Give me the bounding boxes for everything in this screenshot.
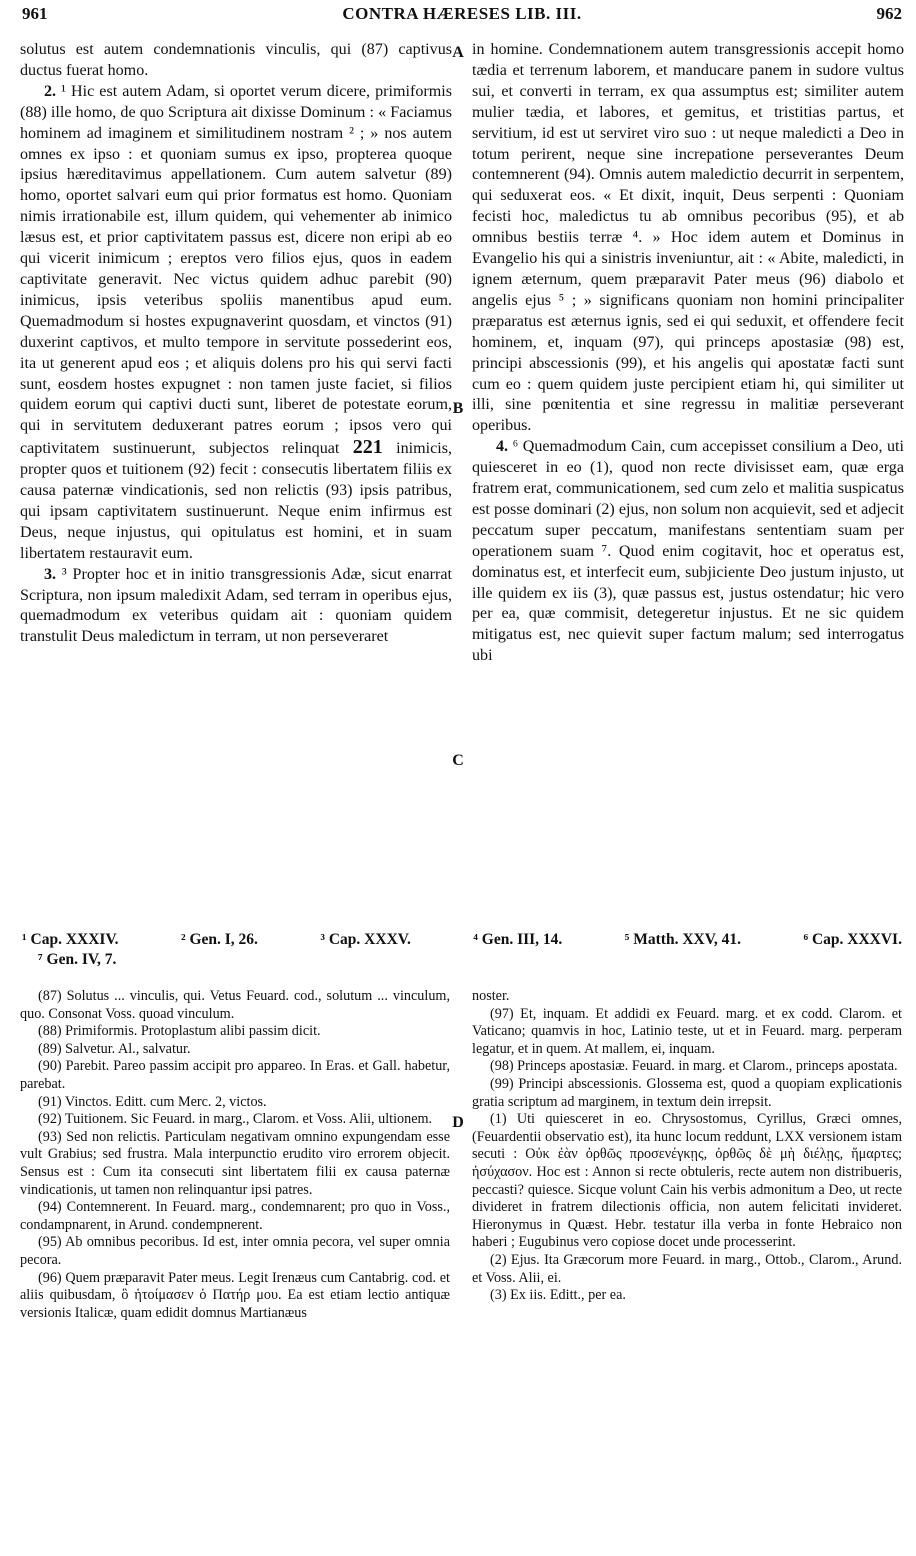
footnote: (99) Principi abscessionis. Glossema est, quod a quopiam explicationis gratia scriptum ad marginem, in textum dein irrepsit. bbox=[472, 1075, 902, 1110]
margin-marker-b: B bbox=[452, 400, 464, 417]
reference: ¹ Cap. XXXIV. bbox=[22, 931, 119, 948]
page-number-left: 961 bbox=[22, 4, 48, 23]
footnote: (92) Tuitionem. Sic Feuard. in marg., Clarom. et Voss. Alii, ultionem. bbox=[38, 1111, 433, 1128]
paragraph bbox=[20, 565, 452, 649]
footnote: (95) Ab omnibus pecoribus. Id est, inter omnia pecora, vel super omnia pecora. bbox=[20, 1234, 450, 1268]
main-text-right-column bbox=[472, 40, 904, 667]
footnote: (94) Contemnerent. In Feuard. marg., condemnarent; pro quo in Voss., condampnarent, in Arund. condempnerent. bbox=[20, 1199, 450, 1233]
footnote-continuation: noster. bbox=[472, 988, 510, 1004]
footnote: (1) Uti quiesceret in eo. Chrysostomus, Cyrillus, Græci omnes, (Feuardentii observatio est), ita hunc locum reddunt, LXX versionem istam secuti : Οὐκ ἐὰν ὀρθῶς προσενέγκῃς, ὀρθῶς δὲ μὴ διέλῃς, ἥμαρτες; ἡσύχασον. Hoc est : Annon si recte obtuleris, recte autem non distribueris, peccasti? quiesce. Sicque volunt Cain his verbis admonitum a Deo, ut recte divideret in fratrem dilectionis officia, non autem felicitati invideret. Hieronymus in Quæst. Hebr. testatur illa verba in fonte Hebraico non haberi ; Eugubinus vero copiose docet unde processerint. bbox=[472, 1111, 902, 1251]
footnotes-left-column bbox=[20, 988, 450, 1322]
footnote: (93) Sed non relictis. Particulam negativam omnino expungendam esse vult Grabius; sed frustra. Mala interpunctio erudito viro errorem objecit. Sensus est : Cum ita consecuti sint libertatem filii ex causa paternæ vindicationis, ut tamen non relinquantur ipsi patres. bbox=[20, 1128, 450, 1198]
footnote: (2) Ejus. Ita Græcorum more Feuard. in marg., Ottob., Clarom., Arund. et Voss. Alii, ei. bbox=[472, 1251, 902, 1286]
section-number: 3. bbox=[44, 565, 57, 583]
footnote: (97) Et, inquam. Et addidi ex Feuard. marg. et ex codd. Clarom. et Vaticano; quamvis in hoc, Latinio teste, ut et in Feuard. marg. perperam legatur, et in quem. At mallem, ei, inquam. bbox=[472, 1005, 902, 1057]
main-text-left-column bbox=[20, 40, 452, 648]
paragraph-text: ⁶ Quemadmodum Cain, cum accepisset consilium a Deo, uti quiesceret in eo (1), quod non recte divisisset eam, quæ erga fratrem erat, communicationem, sed cum zelo et malitia suspicatus est posse dominari (2) ejus, non solum non acquievit, sed et adjecit peccatum super peccatum, manifestans sententiam suam per operationem suam ⁷. Quod enim cogitavit, hoc et operatus est, dominatus est, et interfecit eum, subjiciente Deo justum injusto, ut ille quidem ex iis (3), quæ passus est, justus ostendatur; hic vero per ea, quæ commisit, detegeretur injustus. Et ne sic quidem mitigatus est, nec quievit super factum malum; sed interrogatus ubi bbox=[472, 438, 904, 665]
paragraph bbox=[472, 437, 904, 667]
footnote: (90) Parebit. Pareo passim accipit pro appareo. In Eras. et Gall. habetur, parebat. bbox=[20, 1058, 450, 1092]
section-number: 2. bbox=[44, 82, 57, 100]
page-number-right: 962 bbox=[876, 4, 902, 23]
reference: ³ Cap. XXXV. bbox=[320, 931, 411, 948]
running-title: CONTRA HÆRESES LIB. III. bbox=[342, 4, 582, 23]
footnote: (3) Ex iis. Editt., per ea. bbox=[490, 1287, 626, 1304]
footnote: (87) Solutus ... vinculis, qui. Vetus Feuard. cod., solutum ... vinculum, quo. Consonat Voss. quoad vinculum. bbox=[20, 988, 450, 1022]
footnote: (89) Salvetur. Al., salvatur. bbox=[38, 1040, 191, 1057]
paragraph-text: ¹ Hic est autem Adam, si oportet verum dicere, primiformis (88) ille homo, de quo Scriptura ait dixisse Dominum : « Faciamus hominem ad imaginem et similitudinem nostram ² ; » nos autem omnes ex ipso : et quoniam sumus ex ipso, propterea quoque ipsius hæreditavimus appellationem. Cum autem salvetur (89) homo, oportet salvari eum qui prior formatus est homo. Quoniam nimis irrationabile est, illum quidem, qui vehementer ab inimico læsus est, et prior captivitatem passus est, dicere non eripi ab eo qui vicerit inimicum ; ereptos vero filios ejus, quos in eadem captivitate generavit. Nec victus quidem adhuc parebit (90) inimicus, ipsis veteribus spoliis manentibus apud eum. Quemadmodum si hostes expugnaverint quosdam, et vinctos (91) duxerint captivos, et multo tempore in servitute possederint eos, ita ut generent apud eos ; et aliquis dolens pro his qui servi facti sunt, eosdem hostes expugnet : non tamen juste faciet, si filios quidem eorum qui captivi ducti sunt, liberet de potestate eorum, qui in servitutem deduxerant patres eorum ; ipsos vero qui captivitatem sustinuerunt, subjectos relinquat bbox=[20, 82, 452, 458]
column-number: 221 bbox=[352, 436, 383, 459]
paragraph-text: ³ Propter hoc et in initio transgressionis Adæ, sicut enarrat Scriptura, non ipsum maledixit Adam, sed terram in operibus ejus, quemadmodum ex veteribus quidam ait : quoniam quidem transtulit Deus maledictum in terram, ut non perseveraret bbox=[20, 565, 452, 646]
running-header bbox=[22, 4, 902, 30]
footnote: (96) Quem præparavit Pater meus. Legit Irenæus cum Cantabrig. cod. et aliis quibusdam, ὃ ἡτοίμασεν ὁ Πατήρ μου. Ea est etiam lectio antiquæ versionis Italicæ, quam edidit domnus Martianæus bbox=[20, 1269, 450, 1321]
footnote: (98) Princeps apostasiæ. Feuard. in marg. et Clarom., princeps apostata. bbox=[490, 1058, 898, 1075]
section-number: 4. bbox=[496, 438, 509, 456]
margin-marker-d: D bbox=[452, 1114, 464, 1131]
paragraph bbox=[20, 82, 452, 565]
footnote: (88) Primiformis. Protoplastum alibi passim dicit. bbox=[38, 1023, 321, 1040]
reference: ⁴ Gen. III, 14. bbox=[473, 931, 563, 948]
margin-marker-a: A bbox=[452, 44, 464, 61]
footnote: (91) Vinctos. Editt. cum Merc. 2, victos. bbox=[38, 1093, 267, 1110]
paragraph-text: inimicis, propter quos et tuitionem (92) fecit : consecutis libertatem filiis ex causa paternæ vindicationis, sed non relictis (93) ipsis patribus, qui ipsam captivitatem sustinuerunt. Neque enim infirmus est Deus, neque injustus, qui opitulatus est homini, et in suam libertatem restauravit eum. bbox=[20, 440, 452, 562]
reference: ² Gen. I, 26. bbox=[180, 931, 258, 948]
footnotes-right-column bbox=[472, 988, 902, 1305]
reference: ⁵ Matth. XXV, 41. bbox=[624, 931, 742, 948]
margin-marker-c: C bbox=[452, 752, 464, 769]
reference: ⁶ Cap. XXXVI. bbox=[803, 931, 902, 948]
reference: ⁷ Gen. IV, 7. bbox=[38, 951, 117, 968]
paragraph: solutus est autem condemnationis vinculis, qui (87) captivus ductus fuerat homo. bbox=[20, 41, 452, 79]
paragraph: in homine. Condemnationem autem transgressionis accepit homo tædia et terrenum laborem, et manducare panem in sudore vultus sui, et converti in terram, ex qua assumptus est; similiter autem mulier tædia, et labores, et gemitus, et tristitias partus, et servitium, id est ut serviret viro suo : ut neque maledicti a Deo in totum perirent, neque sine increpatione perseverantes Deum contemnerent (94). Omnis autem maledictio decurrit in serpentem, qui seduxerat eos. « Et dixit, inquit, Deus serpenti : Quoniam fecisti hoc, maledictus tu ab omnibus pecoribus (95), et ab omnibus bestiis terræ ⁴. » Hoc idem autem et Dominus in Evangelio his qui a sinistris inveniuntur, ait : « Abite, maledicti, in ignem æternum, quem præparavit Pater meus (96) diabolo et angelis ejus ⁵ ; » significans quoniam non homini principaliter præparatus est æternus ignis, sed ei qui seduxit, et offendere fecit hominem, et, inquam (97), qui princeps apostasiæ (98) est, principi abscessionis (99), et his angelis qui apostatæ facti sunt cum eo : quem quidem juste percipient etiam hi, qui similiter ut illi, sine pœnitentia et sine regressu in malitiæ perseverant operibus. bbox=[472, 41, 904, 435]
scripture-references bbox=[22, 930, 902, 970]
